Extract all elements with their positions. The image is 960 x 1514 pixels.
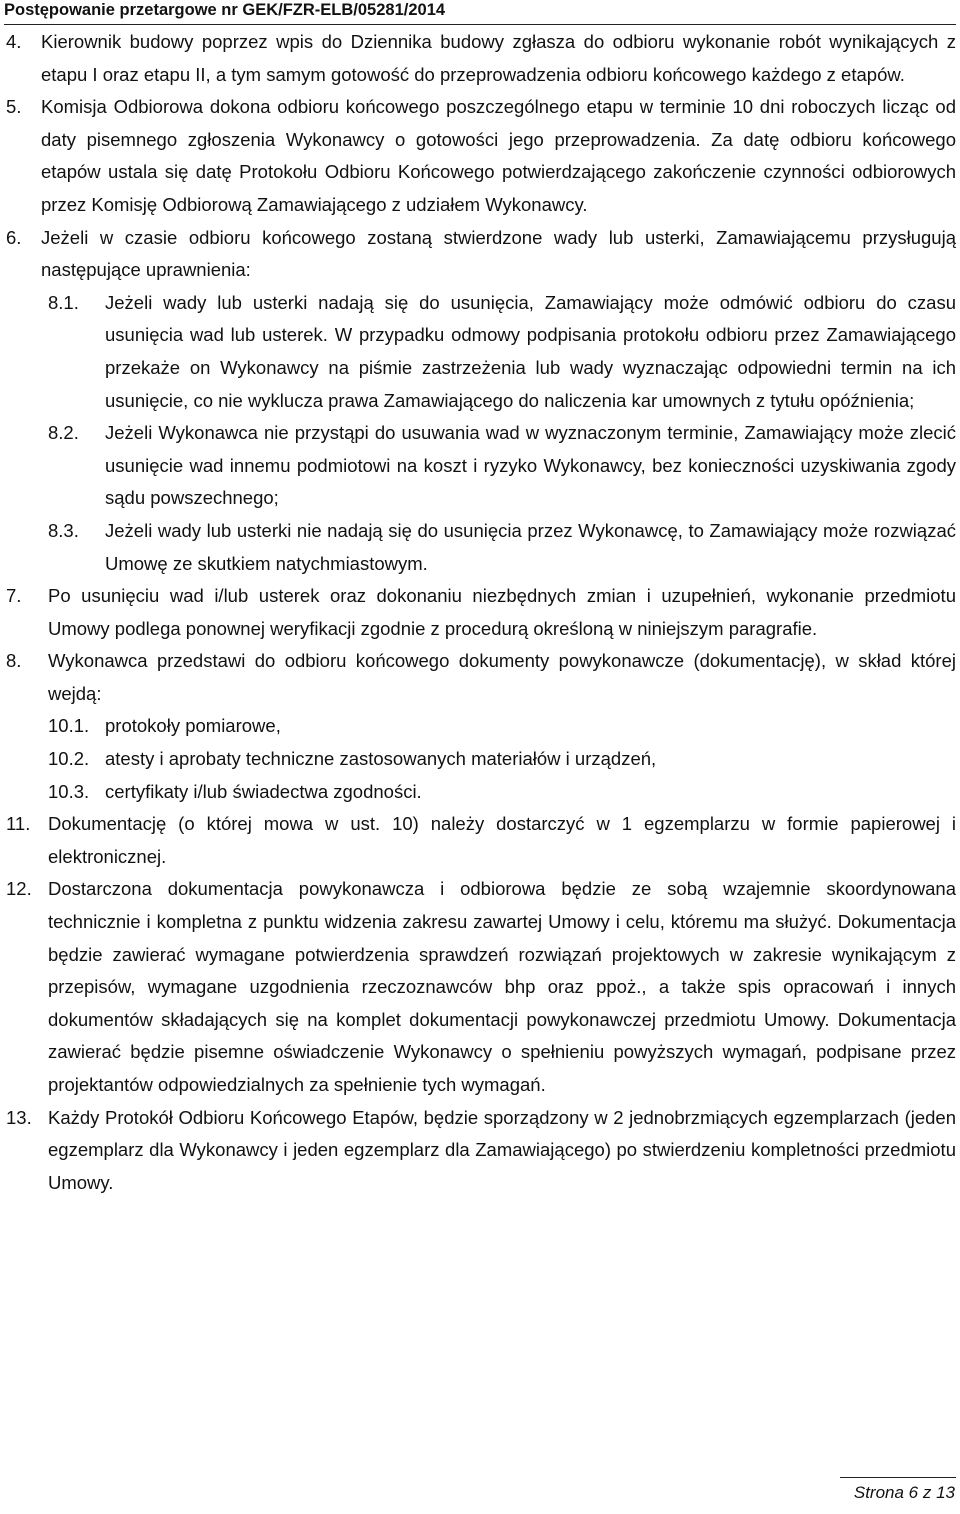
item-number: 8.1. <box>48 291 79 313</box>
item-number: 8. <box>6 650 22 672</box>
item-number: 11. <box>6 813 31 835</box>
page-number: Strona 6 z 13 <box>853 1483 955 1502</box>
list-item-5 <box>6 91 956 221</box>
item-text: protokoły pomiarowe, <box>105 715 281 737</box>
list-item-4 <box>6 26 956 91</box>
sub-item-10-2 <box>48 743 956 776</box>
header-title: Postępowanie przetargowe nr GEK/FZR-ELB/05281/2014 <box>4 1 446 19</box>
list-item-6 <box>6 222 956 287</box>
sub-item-8-1 <box>48 287 956 417</box>
item-number: 8.2. <box>48 422 79 444</box>
item-text: Dokumentację (o której mowa w ust. 10) należy dostarczyć w 1 egzemplarzu w formie papierowej i elektronicznej. <box>48 813 956 867</box>
sub-item-10-1 <box>48 710 956 743</box>
item-number: 5. <box>6 96 22 118</box>
list-item-7 <box>6 580 956 645</box>
item-text: Komisja Odbiorowa dokona odbioru końcowego poszczególnego etapu w terminie 10 dni roboczych licząc od daty pisemnego zgłoszenia Wykonawcy o gotowości jego przeprowadzenia. Za datę odbioru końcowego etapów ustala się datę Protokołu Odbioru Końcowego potwierdzającego zakończenie czynności odbiorowych przez Komisję Odbiorową Zamawiającego z udziałem Wykonawcy. <box>41 96 956 215</box>
item-number: 7. <box>6 585 22 607</box>
item-number: 6. <box>6 226 22 248</box>
item-text: atesty i aprobaty techniczne zastosowanych materiałów i urządzeń, <box>105 748 657 770</box>
item-text: Jeżeli w czasie odbioru końcowego zostaną stwierdzone wady lub usterki, Zamawiającemu przysługują następujące uprawnienia: <box>41 226 956 281</box>
list-item-12 <box>6 873 956 1101</box>
footer-divider <box>840 1477 956 1478</box>
item-text: Wykonawca przedstawi do odbioru końcowego dokumenty powykonawcze (dokumentację), w skład której wejdą: <box>48 650 956 704</box>
item-text: Jeżeli Wykonawca nie przystąpi do usuwania wad w wyznaczonym terminie, Zamawiający może zlecić usunięcie wad innemu podmiotowi na koszt i ryzyko Wykonawcy, bez konieczności uzyskiwania zgody sądu powszechnego; <box>105 422 956 509</box>
item-text: certyfikaty i/lub świadectwa zgodności. <box>105 780 422 802</box>
item-text: Każdy Protokół Odbioru Końcowego Etapów, będzie sporządzony w 2 jednobrzmiących egzemplarzach (jeden egzemplarz dla Wykonawcy i jeden egzemplarz dla Zamawiającego) po stwierdzeniu kompletności przedmiotu Umowy. <box>48 1106 956 1193</box>
item-number: 12. <box>6 878 32 900</box>
sub-item-8-2 <box>48 417 956 515</box>
list-item-8 <box>6 645 956 710</box>
page-header <box>4 0 956 25</box>
item-number: 13. <box>6 1106 32 1128</box>
list-item-11 <box>6 808 956 873</box>
item-text: Po usunięciu wad i/lub usterek oraz dokonaniu niezbędnych zmian i uzupełnień, wykonanie przedmiotu Umowy podlega ponownej weryfikacji zgodnie z procedurą określoną w niniejszym paragrafie. <box>48 585 956 639</box>
sub-item-8-3 <box>48 515 956 580</box>
item-number: 10.2. <box>48 748 90 770</box>
item-text: Jeżeli wady lub usterki nie nadają się do usunięcia przez Wykonawcę, to Zamawiający może rozwiązać Umowę ze skutkiem natychmiastowym. <box>105 519 956 574</box>
list-item-13 <box>6 1102 956 1200</box>
item-text: Jeżeli wady lub usterki nadają się do usunięcia, Zamawiający może odmówić odbioru do czasu usunięcia wad lub usterek. W przypadku odmowy podpisania protokołu odbioru przez Zamawiającego przekaże on Wykonawcy na piśmie zastrzeżenia lub wady wyznaczając odpowiedni termin na ich usunięcie, co nie wyklucza prawa Zamawiającego do naliczenia kar umownych z tytułu opóźnienia; <box>105 291 956 411</box>
item-number: 10.1. <box>48 715 90 737</box>
item-text: Dostarczona dokumentacja powykonawcza i odbiorowa będzie ze sobą wzajemnie skoordynowana technicznie i kompletna z punktu widzenia zakresu zawartej Umowy i celu, któremu ma służyć. Dokumentacja będzie zawierać wymagane potwierdzenia sprawdzeń rozwiązań projektowych w zakresie wynikającym z przepisów, wymagane uzgodnienia rzeczoznawców bhp oraz ppoż., a także spis opracowań i innych dokumentów składających się na komplet dokumentacji powykonawczej przedmiotu Umowy. Dokumentacja zawierać będzie pisemne oświadczenie Wykonawcy o spełnieniu powyższych wymagań, podpisane przez projektantów odpowiedzialnych za spełnienie tych wymagań. <box>48 878 956 1095</box>
item-text: Kierownik budowy poprzez wpis do Dziennika budowy zgłasza do odbioru wykonanie robót wynikających z etapu I oraz etapu II, a tym samym gotowość do przeprowadzenia odbioru końcowego każdego z etapów. <box>41 31 956 85</box>
item-number: 4. <box>6 31 22 52</box>
item-number: 10.3. <box>48 780 90 802</box>
sub-item-10-3 <box>48 776 956 809</box>
document-body <box>6 26 956 1199</box>
item-number: 8.3. <box>48 519 79 541</box>
